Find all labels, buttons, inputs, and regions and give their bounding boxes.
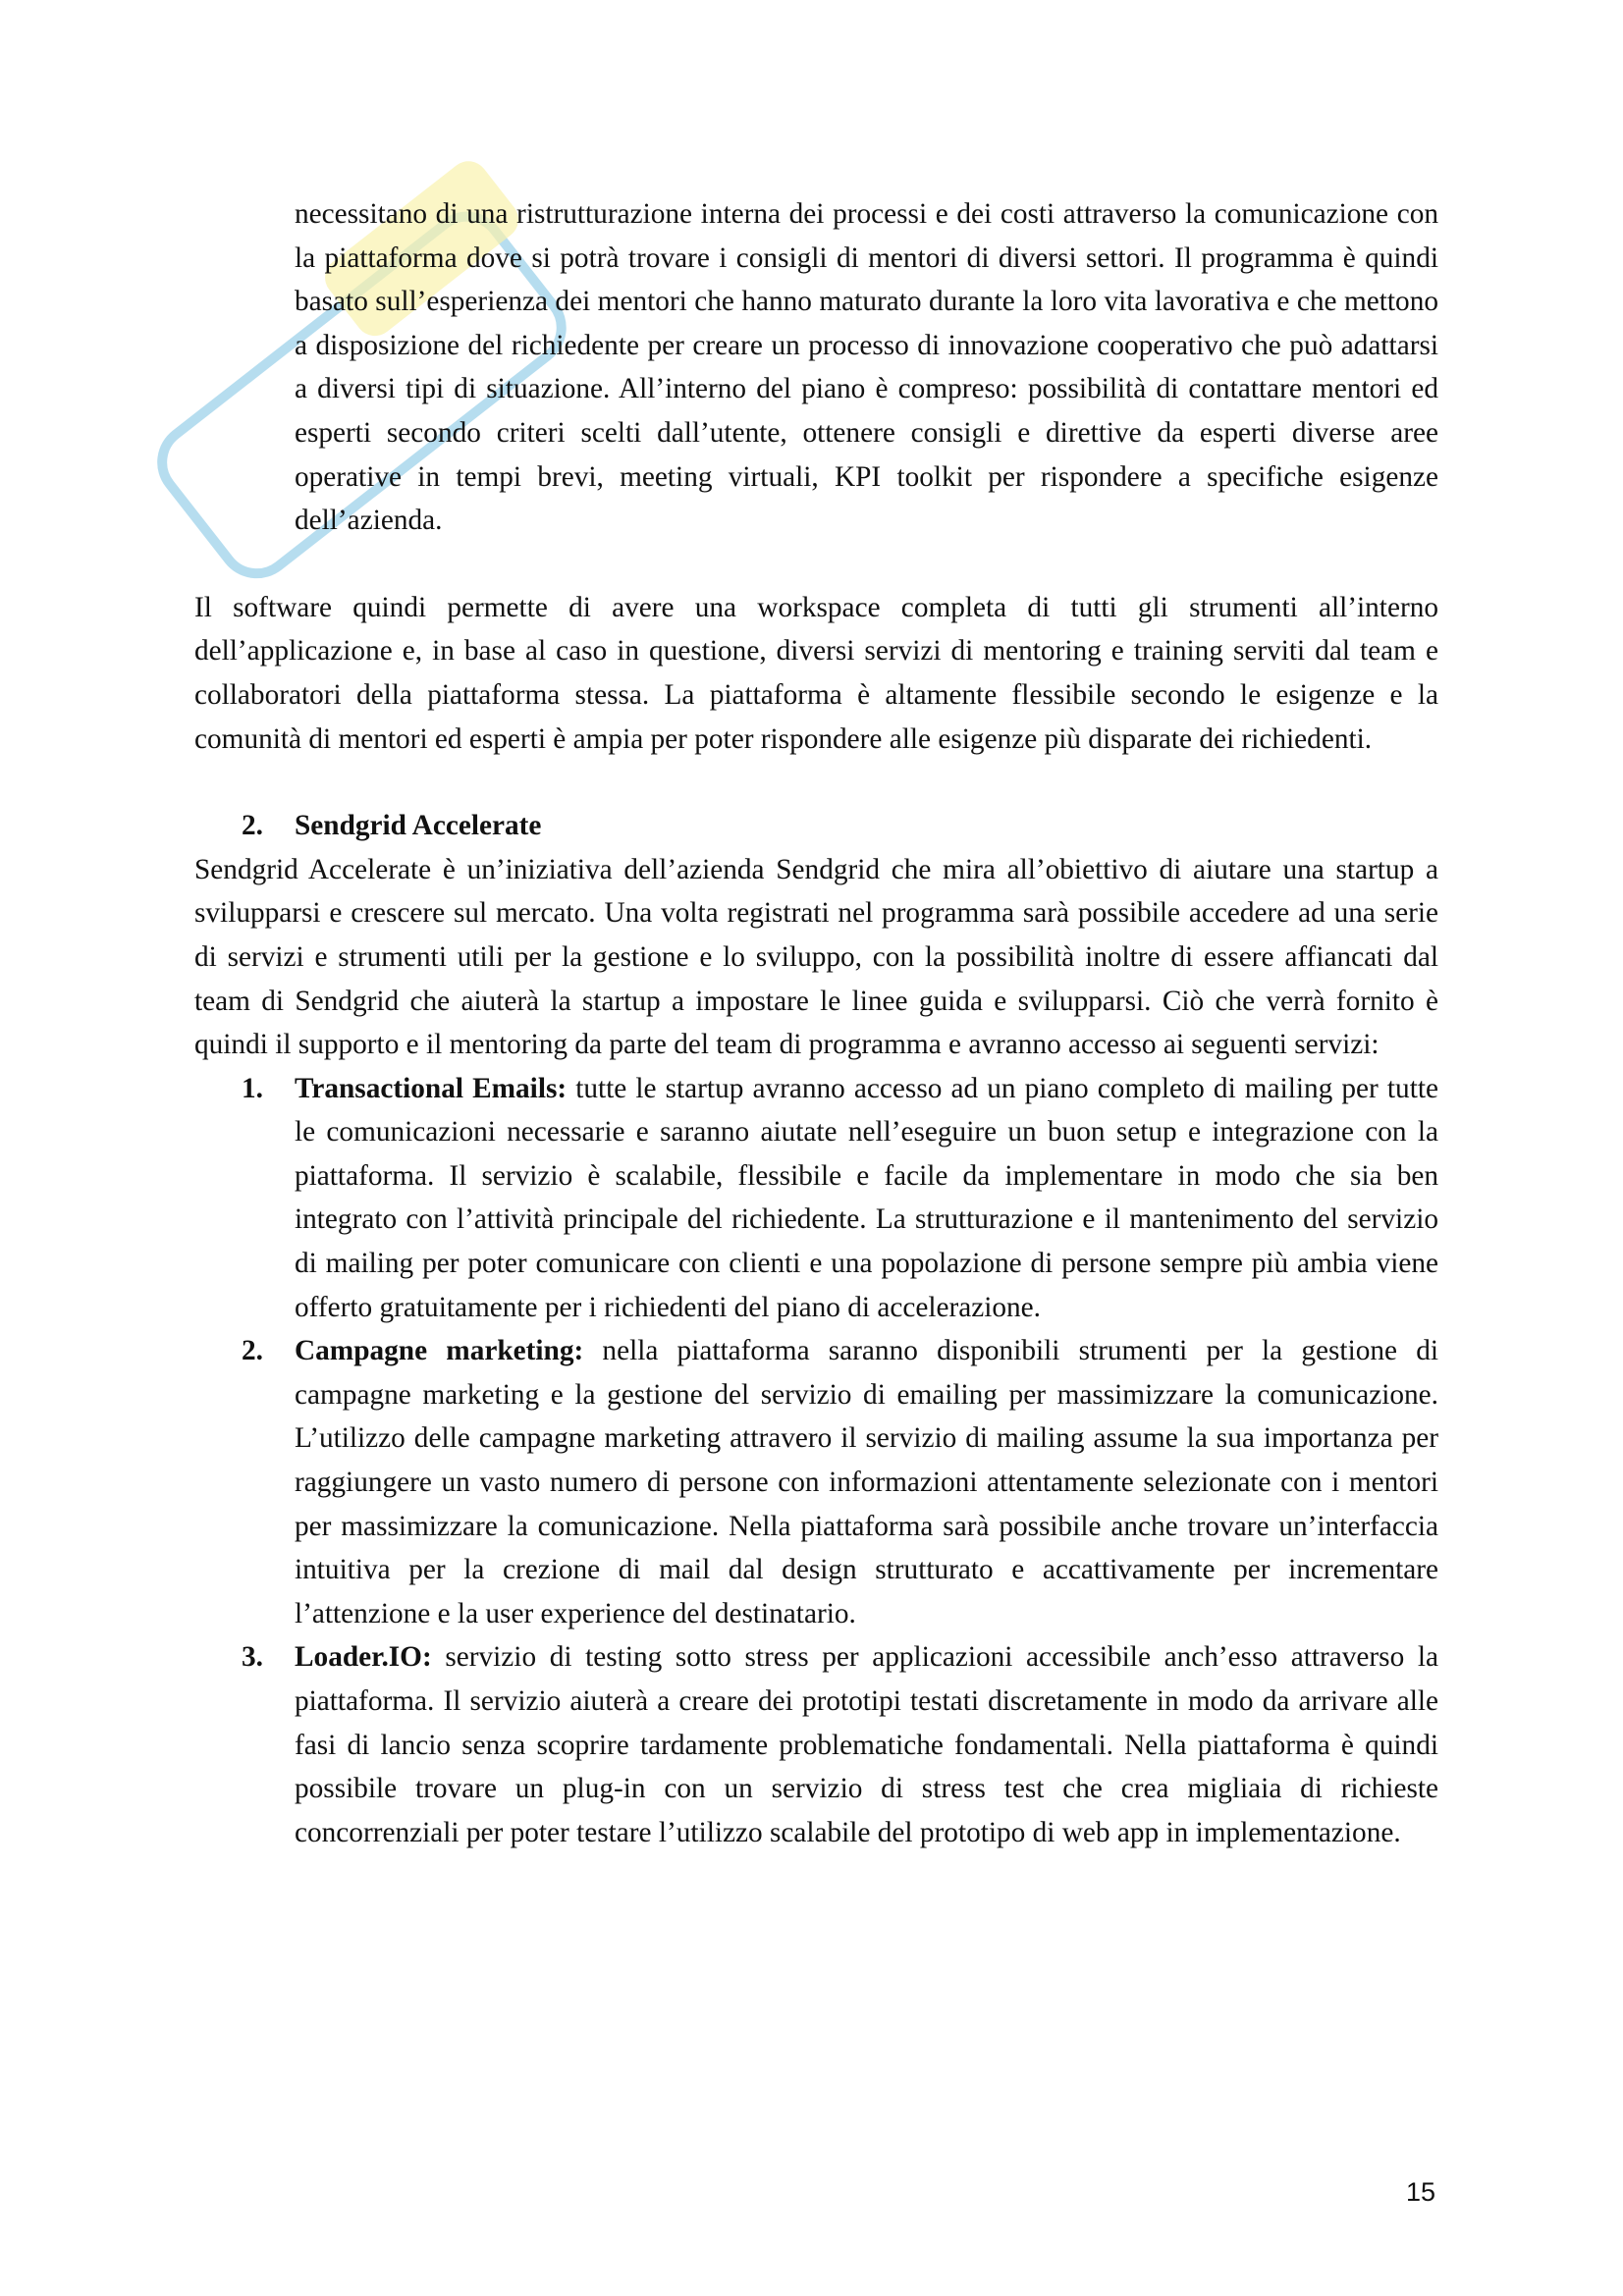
- section-heading: [242, 804, 1438, 848]
- section-number: 2.: [242, 810, 263, 842]
- spacer: [194, 761, 1438, 804]
- intro-paragraph: necessitano di una ristrutturazione interna dei processi e dei costi attraverso la comunicazione con la piattaforma dove si potrà trovare i consigli di mentori di diversi settori. Il programma è quindi basato sull’esperienza dei mentori che hanno maturato durante la loro vita lavorativa e che mettono a disposizione del richiedente per creare un processo di innovazione cooperativo che può adattarsi a diversi tipi di situazione. All’interno del piano è compreso: possibilità di contattare mentori ed esperti secondo criteri scelti dall’utente, ottenere consigli e direttive da esperti diverse aree operative in tempi brevi, meeting virtuali, KPI toolkit per rispondere a specifiche esigenze dell’azienda.: [295, 198, 1438, 537]
- service-text: servizio di testing sotto stress per applicazioni accessibile anch’esso attraverso la piattaforma. Il servizio aiuterà a creare dei prototipi testati discretamente in modo da arrivare alle fasi di lancio senza scoprire tardamente problematiche fondamentali. Nella piattaforma è quindi possibile trovare un plug-in con un servizio di stress test che crea migliaia di richieste concorrenziali per poter testare l’utilizzo scalabile del prototipo di web app in implementazione.: [295, 1641, 1438, 1848]
- spacer: [194, 543, 1438, 586]
- section-body: Sendgrid Accelerate è un’iniziativa dell’azienda Sendgrid che mira all’obiettivo di aiutare una startup a svilupparsi e crescere sul mercato. Una volta registrati nel programma sarà possibile accedere ad una serie di servizi e strumenti utili per la gestione e lo sviluppo, con la possibilità inoltre di essere affiancati dal team di Sendgrid che aiuterà la startup a impostare le linee guida e svilupparsi. Ciò che verrà fornito è quindi il supporto e il mentoring da parte del team di programma e avranno accesso ai seguenti servizi:: [194, 853, 1438, 1061]
- services-list: [194, 1067, 1438, 1855]
- service-number: 3.: [242, 1641, 263, 1674]
- service-text: tutte le startup avranno accesso ad un piano completo di mailing per tutte le comunicazioni necessarie e saranno aiutate nell’eseguire un buon setup e integrazione con la piattaforma. Il servizio è scalabile, flessibile e facile da implementare in modo che sia ben integrato con l’attività principale del richiedente. La strutturazione e il mantenimento del servizio di mailing per poter comunicare con clienti e una popolazione di persone sempre più ambia viene offerto gratuitamente per i richiedenti del piano di accelerazione.: [295, 1072, 1438, 1323]
- section-title: Sendgrid Accelerate: [295, 810, 542, 842]
- service-term: Campagne marketing:: [295, 1335, 584, 1367]
- document-page: [194, 192, 1438, 1854]
- service-text: nella piattaforma saranno disponibili strumenti per la gestione di campagne marketing e la gestione del servizio di emailing per massimizzare la comunicazione. L’utilizzo delle campagne marketing attravero il servizio di mailing assume la sua importanza per raggiungere un vasto numero di persone con informazioni attentamente selezionate con i mentori per massimizzare la comunicazione. Nella piattaforma sarà possibile anche trovare un’interfaccia intuitiva per la crezione di mail dal design strutturato e accattivamente per incrementare l’attenzione e la user experience del destinatario.: [295, 1335, 1438, 1629]
- service-number: 1.: [242, 1072, 263, 1104]
- software-paragraph: Il software quindi permette di avere una workspace completa di tutti gli strumenti all’interno dell’applicazione e, in base al caso in questione, diversi servizi di mentoring e training serviti dal team e collaboratori della piattaforma stessa. La piattaforma è altamente flessibile secondo le esigenze e la comunità di mentori ed esperti è ampia per poter rispondere alle esigenze più disparate dei richiedenti.: [194, 591, 1438, 755]
- page-number: 15: [1406, 2177, 1436, 2207]
- service-item: [194, 1329, 1438, 1635]
- service-term: Transactional Emails:: [295, 1072, 568, 1104]
- service-item: [194, 1635, 1438, 1854]
- service-term: Loader.IO:: [295, 1641, 432, 1674]
- service-number: 2.: [242, 1335, 263, 1367]
- service-item: [194, 1067, 1438, 1330]
